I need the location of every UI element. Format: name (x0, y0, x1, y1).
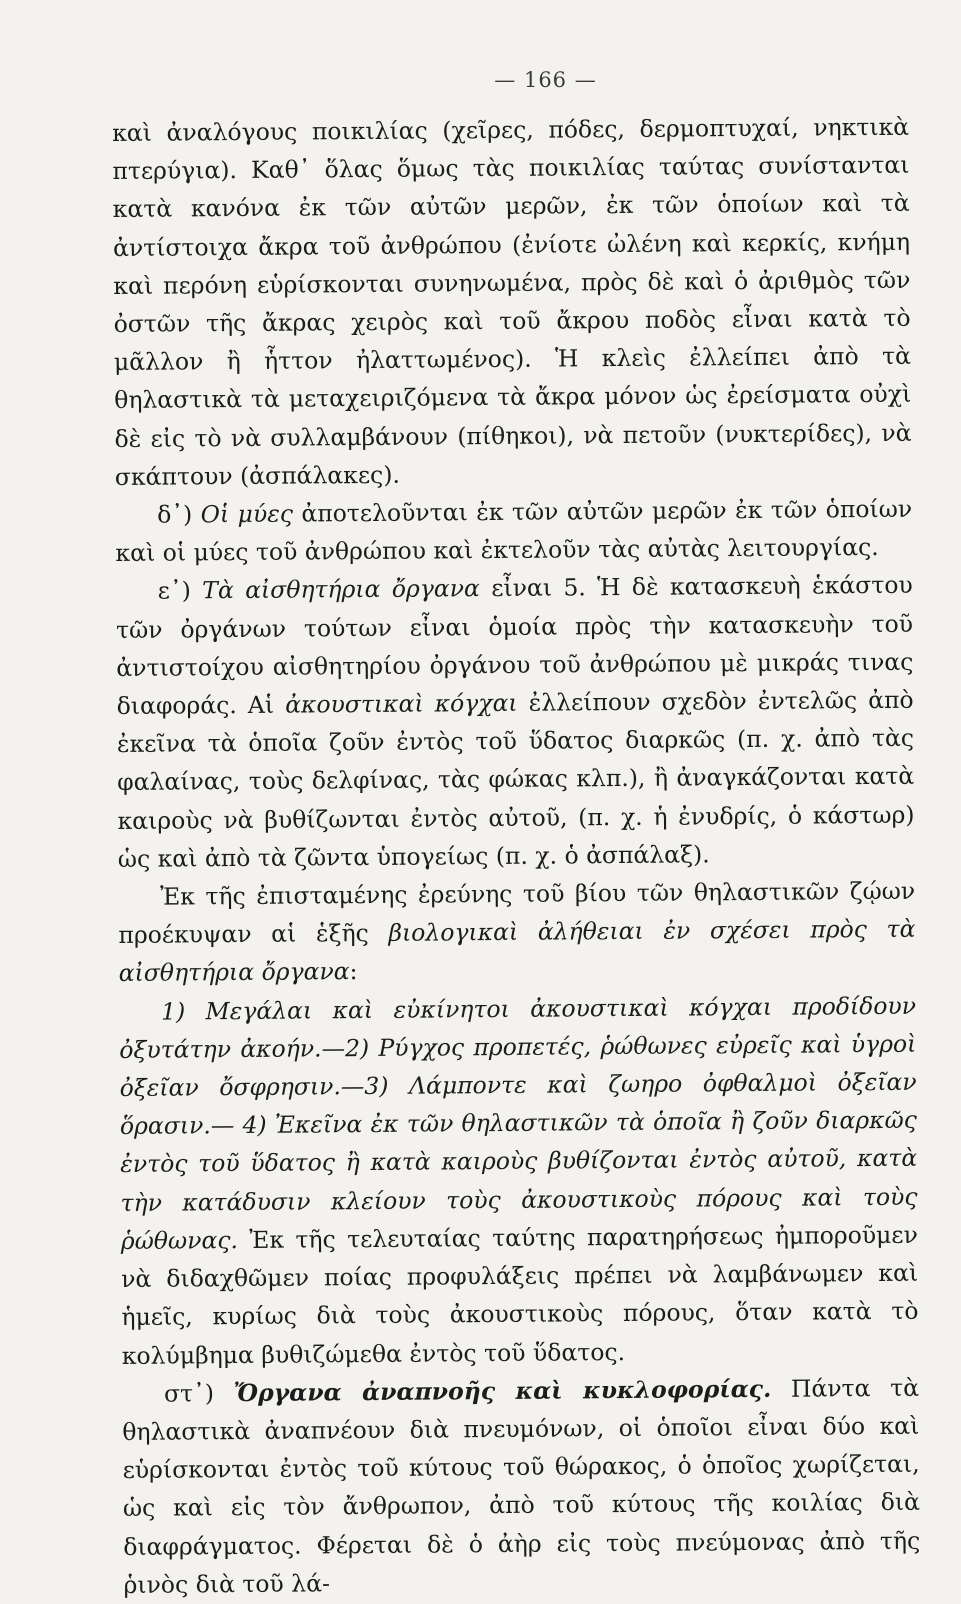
text-segment: ἐλλείπουν σχεδὸν ἐντελῶς ἀπὸ ἐκεῖνα τὰ ὁποῖα ζοῦν ἐντὸς τοῦ ὕδατος διαρκῶς (π. χ. ἀπὸ τὰς φαλαίνας, τοὺς δελφίνας, τὰς φώκας κλπ.), ἢ ἀναγκάζονται κατὰ καιροὺς νὰ βυθίζωνται ἐντὸς αὐτοῦ, (π. χ. ἡ ἐνυδρίς, ὁ κάστωρ) ὡς καὶ ἀπὸ τὰ ζῶντα ὑπογείως (π. χ. ὁ ἀσπάλαξ). (116, 685, 915, 873)
text-segment: στ᾽) (163, 1378, 234, 1408)
italic-term: Τὰ αἰσθητήρια ὄργανα (202, 574, 480, 605)
paragraph (118, 872, 916, 993)
italic-term: Οἱ μύες (200, 499, 294, 529)
text-segment: : (349, 957, 358, 986)
paragraph (112, 108, 912, 496)
section-heading: Ὄργανα ἀναπνοῆς καὶ κυκλοφορίας. (233, 1374, 772, 1407)
italic-list: 1) Μεγάλαι καὶ εὐκίνητοι ἀκουστικαὶ κόγχαι προδίδουν ὀξυτάτην ἀκοήν.—2) Ρύγχος προπετές, ῥώθωνες εὐρεῖς καὶ ὑγροὶ ὀξεῖαν ὄσφρησιν.—3) Λάμποντε καὶ ζωηρο ὀφθαλμοὶ ὀξεῖαν ὅρασιν.— 4) Ἐκεῖνα ἐκ τῶν θηλαστικῶν τὰ ὁποῖα ἢ ζοῦν διαρκῶς ἐντὸς τοῦ ὕδατος ἢ κατὰ καιροὺς βυθίζονται ἐντὸς αὐτοῦ, κατὰ τὴν κατάδυσιν κλείουν τοὺς ἀκουστικοὺς πόρους καὶ τοὺς ῥώθωνας. (119, 991, 918, 1255)
paragraph (115, 490, 913, 573)
italic-term: ἀκουστικαὶ κόγχαι (285, 688, 518, 719)
text-segment: ε᾽) (157, 576, 203, 606)
page-number: — 166 — (494, 68, 597, 92)
text-segment: Ἐκ τῆς τελευταίας ταύτης παρατηρήσεως ἠμποροῦμεν νὰ διδαχθῶμεν ποίας προφυλάξεις πρέπει νὰ λαμβάνωμεν καὶ ἡμεῖς, κυρίως διὰ τοὺς ἀκουστικοὺς πόρους, ὅταν κατὰ τὸ κολύμβημα βυθιζώμεθα ἐντὸς τοῦ ὕδατος. (121, 1220, 919, 1370)
italic-term: βιολογικαὶ ἀλήθειαι ἐν σχέσει πρὸς τὰ αἰσθητήρια ὄργανα (118, 914, 916, 988)
text-segment: δ᾽) (157, 500, 201, 529)
paragraph (119, 986, 919, 1374)
text-segment: Ἐκ τῆς ἐπισταμένης ἐρεύνης τοῦ βίου τῶν θηλαστικῶν ζῴων προέκυψαν αἱ ἑξῆς (118, 876, 916, 950)
body-text (112, 108, 921, 1604)
text-segment: καὶ ἀναλόγους ποικιλίας (χεῖρες, πόδες, δερμοπτυχαί, νηκτικὰ πτερύγια). Καθ᾽ ὅλας ὅμως τὰς ποικιλίας ταύτας συνίστανται κατὰ κανόνα ἐκ τῶν αὐτῶν μερῶν, ἐκ τῶν ὁποίων καὶ τὰ ἀντίστοιχα ἄκρα τοῦ ἀνθρώπου (ἐνίοτε ὠλένη καὶ κερκίς, κνήμη καὶ περόνη εὑρίσκονται συνηνωμένα, πρὸς δὲ καὶ ὁ ἀριθμὸς τῶν ὀστῶν τῆς ἄκρας χειρὸς καὶ τοῦ ἄκρου ποδὸς εἶναι κατὰ τὸ μᾶλλον ἢ ἧττον ἠλαττωμένος). Ἡ κλεὶς ἐλλείπει ἀπὸ τὰ θηλαστικὰ τὰ μεταχειριζόμενα τὰ ἄκρα μόνον ὡς ἐρείσματα οὐχὶ δὲ εἰς τὸ νὰ συλλαμβάνουν (πίθηκοι), νὰ πετοῦν (νυκτερίδες), νὰ σκάπτουν (ἀσπάλακες). (112, 112, 912, 491)
paragraph (116, 566, 915, 878)
paragraph (122, 1368, 921, 1603)
text-segment: εἶναι 5. Ἡ δὲ κατασκευὴ ἑκάστου τῶν ὀργάνων τούτων εἶναι ὁμοία πρὸς τὴν κατασκευὴν τοῦ ἀντιστοίχου αἰσθητηρίου ὀργάνου τοῦ ἀνθρώπου μὲ μικράς τινας διαφοράς. Αἱ (115, 571, 914, 721)
text-segment: ἀποτελοῦνται ἐκ τῶν αὐτῶν μερῶν ἐκ τῶν ὁποίων καὶ οἱ μύες τοῦ ἀνθρώπου καὶ ἐκτελοῦν τὰς αὐτὰς λειτουργίας. (115, 494, 913, 568)
text-segment: Πάντα τὰ θηλαστικὰ ἀναπνέουν διὰ πνευμόνων, οἱ ὁποῖοι εἶναι δύο καὶ εὑρίσκονται ἐντὸς τοῦ κύτους τοῦ θώρακος, ὁ ὁποῖος χωρίζεται, ὡς καὶ εἰς τὸν ἄνθρωπον, ἀπὸ τοῦ κύτους τῆς κοιλίας διὰ διαφράγματος. Φέρεται δὲ ὁ ἀὴρ εἰς τοὺς πνεύμονας ἀπὸ τῆς ῥινὸς διὰ τοῦ λά- (122, 1373, 921, 1599)
